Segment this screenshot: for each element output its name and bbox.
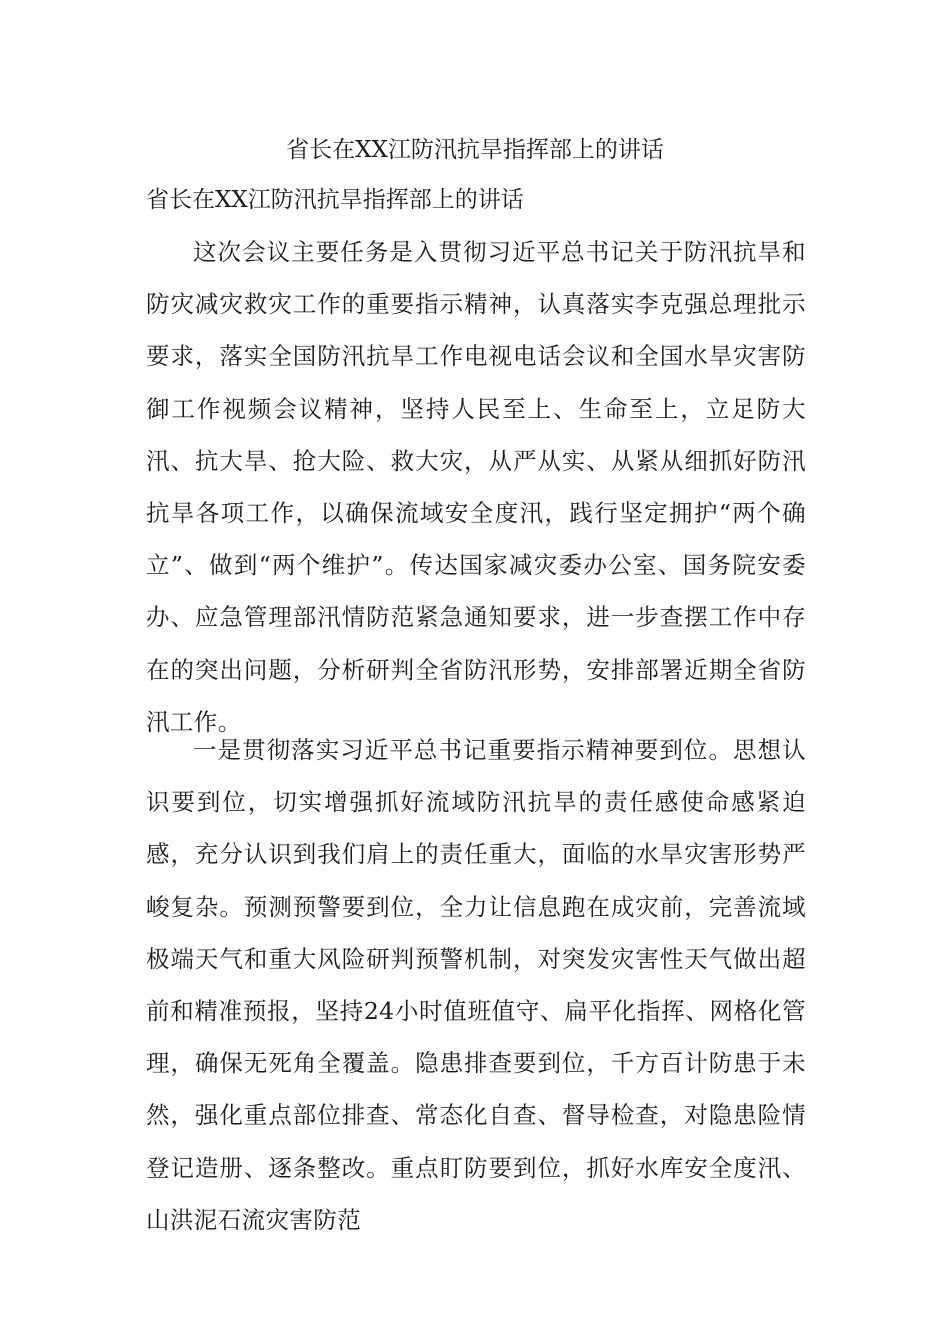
document-title: 省长在XX江防汛抗旱指挥部上的讲话 [286,137,664,163]
body-paragraph: 这次会议主要任务是入贯彻习近平总书记关于防汛抗旱和防灾减灾救灾工作的重要指示精神，认真落实李克强总理批示要求，落实全国防汛抗旱工作电视电话会议和全国水旱灾害防御工作视频会议精神，坚持人民至上、生命至上，立足防大汛、抗大旱、抢大险、救大灾，从严从实、从紧从细抓好防汛抗旱各项工作，以确保流域安全度汛，践行坚定拥护“两个确立”、做到“两个维护”。传达国家减灾委办公室、国务院安委办、应急管理部汛情防范紧急通知要求，进一步查摆工作中存在的突出问题，分析研判全省防汛形势，安排部署近期全省防汛工作。 [146,238,806,736]
document-subtitle: 省长在XX江防汛抗旱指挥部上的讲话 [146,187,524,213]
body-paragraph: 一是贯彻落实习近平总书记重要指示精神要到位。思想认识要到位，切实增强抓好流域防汛抗旱的责任感使命感紧迫感，充分认识到我们肩上的责任重大，面临的水旱灾害形势严峻复杂。预测预警要到位，全力让信息跑在成灾前，完善流域极端天气和重大风险研判预警机制，对突发灾害性天气做出超前和精准预报，坚持24小时值班值守、扁平化指挥、网格化管理，确保无死角全覆盖。隐患排查要到位，千方百计防患于未然，强化重点部位排查、常态化自查、督导检查，对隐患险情登记造册、逐条整改。重点盯防要到位，抓好水库安全度汛、山洪泥石流灾害防范 [146,736,806,1234]
